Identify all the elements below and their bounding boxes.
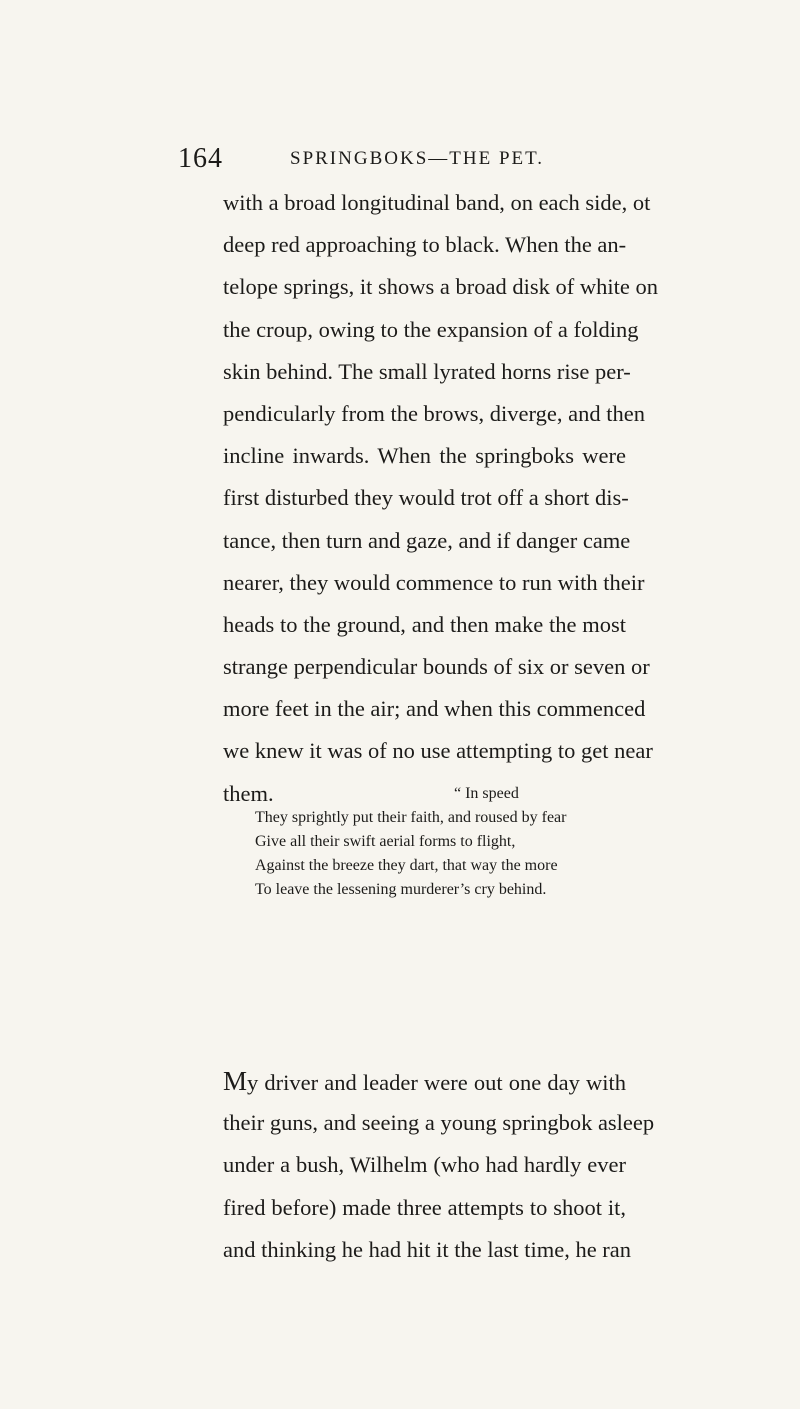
text-line <box>223 1060 626 1102</box>
text-line: with a broad longitudinal band, on each side, ot <box>223 190 651 215</box>
text-line: pendicularly from the brows, diverge, and then <box>223 400 645 426</box>
verse-line: Give all their swift aerial forms to flight, <box>255 833 516 850</box>
verse-quotation <box>255 782 635 902</box>
text-line: strange perpendicular bounds of six or seven or <box>223 654 650 680</box>
text-line: nearer, they would commence to run with their <box>223 569 645 595</box>
text-line: first disturbed they would trot off a short dis- <box>223 485 629 511</box>
initial-letter: M <box>223 1066 248 1096</box>
text-line: their guns, and seeing a young springbok asleep <box>223 1110 655 1136</box>
verse-line: They sprightly put their faith, and roused by fear <box>255 809 567 826</box>
paragraph-1 <box>223 182 658 815</box>
text-line-rest: y driver and leader were out one day with <box>247 1070 626 1095</box>
running-title: SPRINGBOKS—THE PET. <box>290 148 545 169</box>
verse-line: “ In speed <box>454 785 519 802</box>
verse-line: Against the breeze they dart, that way the more <box>255 857 558 874</box>
running-head <box>0 143 800 173</box>
text-line: deep red approaching to black. When the an- <box>223 232 627 258</box>
text-line: fired before) made three attempts to shoot it, <box>223 1194 626 1220</box>
text-line: and thinking he had hit it the last time, he ran <box>223 1236 632 1262</box>
text-line: the croup, owing to the expansion of a folding <box>223 316 639 342</box>
text-line: we knew it was of no use attempting to get near <box>223 738 653 764</box>
text-line: more feet in the air; and when this commenced <box>223 696 646 722</box>
text-line: heads to the ground, and then make the most <box>223 611 626 637</box>
page-number: 164 <box>178 143 223 174</box>
text-line: incline inwards. When the springboks were <box>223 443 626 469</box>
paragraph-2 <box>223 1060 655 1271</box>
text-line: tance, then turn and gaze, and if danger came <box>223 527 631 553</box>
text-line: telope springs, it shows a broad disk of white on <box>223 274 658 300</box>
verse-line: To leave the lessening murderer’s cry behind. <box>255 881 547 898</box>
text-line: skin behind. The small lyrated horns rise per- <box>223 358 631 384</box>
text-line: them. <box>223 780 274 806</box>
text-line: under a bush, Wilhelm (who had hardly ever <box>223 1152 626 1178</box>
